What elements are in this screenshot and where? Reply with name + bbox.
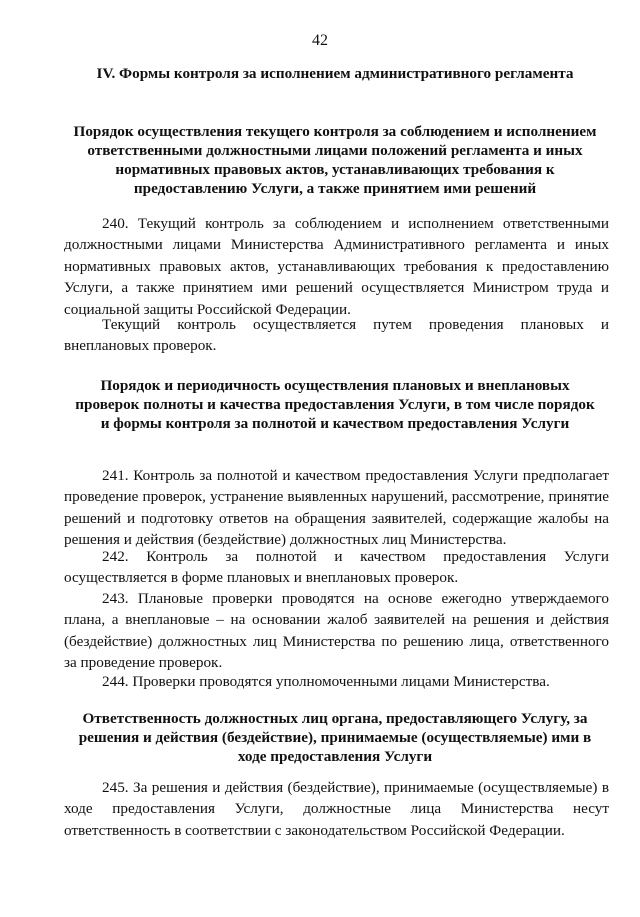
paragraph-245: 245. За решения и действия (бездействие), принимаемые (осуществляемые) в ходе предоставления Услуги, должностные лица Министерства несут ответственность в соответствии с законодательством Российской Федерации. (64, 779, 609, 839)
paragraph-242: 242. Контроль за полнотой и качеством предоставления Услуги осуществляется в форме плановых и внеплановых проверок. (64, 548, 609, 587)
subsection-heading-current-control: Порядок осуществления текущего контроля за соблюдением и исполнением ответственными должностными лицами положений регламента и иных нормативных правовых актов, устанавливающих требования к предоставлению Услуги, а также принятием ими решений (73, 123, 597, 197)
paragraph-244: 244. Проверки проводятся уполномоченными лицами Министерства. (102, 673, 550, 690)
paragraph-241: 241. Контроль за полнотой и качеством предоставления Услуги предполагает проведение проверок, устранение выявленных нарушений, рассмотрение, принятие решений и подготовку ответов на обращения заявителей, содержащие жалобы на решения и действия (бездействие) должностных лиц Министерства. (64, 467, 609, 549)
section-title: IV. Формы контроля за исполнением административного регламента (96, 65, 574, 82)
page-number: 42 (312, 32, 328, 49)
paragraph-240-continuation: Текущий контроль осуществляется путем проведения плановых и внеплановых проверок. (64, 316, 609, 355)
paragraph-240: 240. Текущий контроль за соблюдением и исполнением ответственными должностными лицами Министерства Административного регламента и иных нормативных правовых актов, устанавливающих требования к предоставлению Услуги, а также принятием ими решений осуществляется Министром труда и социальной защиты Российской Федерации. (64, 215, 609, 318)
subsection-heading-responsibility: Ответственность должностных лиц органа, предоставляющего Услугу, за решения и действия (бездействие), принимаемые (осуществляемые) ими в ходе предоставления Услуги (78, 710, 592, 765)
paragraph-243: 243. Плановые проверки проводятся на основе ежегодно утверждаемого плана, а внеплановые – на основании жалоб заявителей на решения и действия (бездействие) должностных лиц Министерства по решению лица, ответственного за проведение проверок. (64, 590, 609, 672)
subsection-heading-inspections: Порядок и периодичность осуществления плановых и внеплановых проверок полноты и качества предоставления Услуги, в том числе порядок и формы контроля за полнотой и качеством предоставления Услуги (75, 377, 595, 432)
